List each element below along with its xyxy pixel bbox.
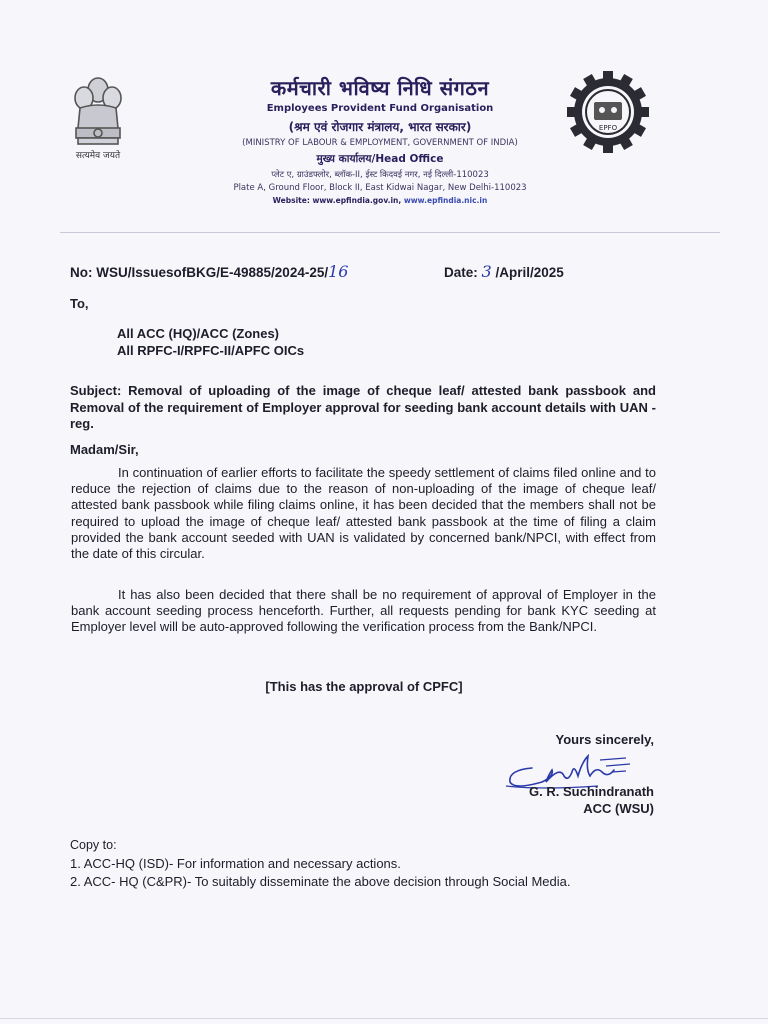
copy-to-heading: Copy to: [70, 838, 117, 852]
recipient-line-1: All ACC (HQ)/ACC (Zones) [117, 326, 280, 341]
header-divider [60, 232, 720, 233]
ministry-hindi: (श्रम एवं रोजगार मंत्रालय, भारत सरकार) [288, 120, 472, 134]
org-name-hindi: कर्मचारी भविष्य निधि संगठन [270, 76, 490, 100]
org-name-english: Employees Provident Fund Organisation [266, 103, 494, 114]
to-label: To, [70, 296, 89, 311]
epfo-logo-text: EPFO [598, 124, 618, 132]
signoff: Yours sincerely, [555, 732, 654, 747]
letterhead [160, 74, 600, 205]
body-paragraph-1: In continuation of earlier efforts to facilitate the speedy settlement of claims filed online and to reduce the rejection of claims due to the reason of non-uploading of the image of cheque leaf/ attested bank passbook while filing claims online, it has been decided that the members shall not be required to upload the image of cheque leaf/ attested bank passbook at the time of filing a claim provided the bank account seeded with UAN is validated by concerned bank/NPCI, with effect from the date of this circular. [71, 465, 656, 562]
copy-to-item: 2. ACC- HQ (C&PR)- To suitably disseminate the above decision through Social Media. [70, 874, 571, 889]
reference-number-handwritten: 16 [328, 262, 349, 281]
date-label: Date: [444, 265, 482, 280]
address-hindi: प्लेट ए, ग्राउंडफ्लोर, ब्लॉक-II, ईस्ट किदवई नगर, नई दिल्ली-110023 [271, 170, 489, 180]
head-office-label: मुख्य कार्यालय/Head Office [316, 153, 444, 165]
body-paragraph-2: It has also been decided that there shall be no requirement of approval of Employer in the bank account seeding process henceforth. Further, all requests pending for bank KYC seeding at Employer level will be auto-approved following the verification process from the Bank/NPCI. [71, 587, 656, 635]
epfo-logo-icon [566, 70, 650, 154]
date-printed: /April/2025 [491, 265, 564, 280]
reference-number-printed: No: WSU/IssuesofBKG/E-49885/2024-25/ [70, 265, 329, 280]
emblem-motto: सत्यमेव जयते [75, 151, 121, 161]
website-link[interactable]: www.epfindia.nic.in [403, 196, 488, 205]
signer-name: G. R. Suchindranath [529, 784, 654, 799]
signer-designation: ACC (WSU) [583, 801, 654, 816]
reference-number [70, 262, 348, 281]
approval-note: [This has the approval of CPFC] [265, 679, 463, 694]
recipient-line-2: All RPFC-I/RPFC-II/APFC OICs [117, 343, 305, 358]
subject-line: Subject: Removal of uploading of the image of cheque leaf/ attested bank passbook and Removal of the requirement of Employer approval for seeding bank account details with UAN -reg. [70, 383, 656, 431]
date-day-handwritten: 3 [481, 262, 492, 281]
letter-date [444, 262, 564, 281]
ministry-english: (MINISTRY OF LABOUR & EMPLOYMENT, GOVERNMENT OF INDIA) [242, 138, 518, 148]
address-english: Plate A, Ground Floor, Block II, East Kidwai Nagar, New Delhi-110023 [233, 183, 527, 193]
website-line [160, 196, 600, 205]
website-label: Website: www.epfindia.gov.in, [272, 196, 404, 205]
salutation: Madam/Sir, [70, 442, 139, 457]
footer-divider [0, 1018, 768, 1019]
copy-to-item: 1. ACC-HQ (ISD)- For information and necessary actions. [70, 856, 401, 871]
